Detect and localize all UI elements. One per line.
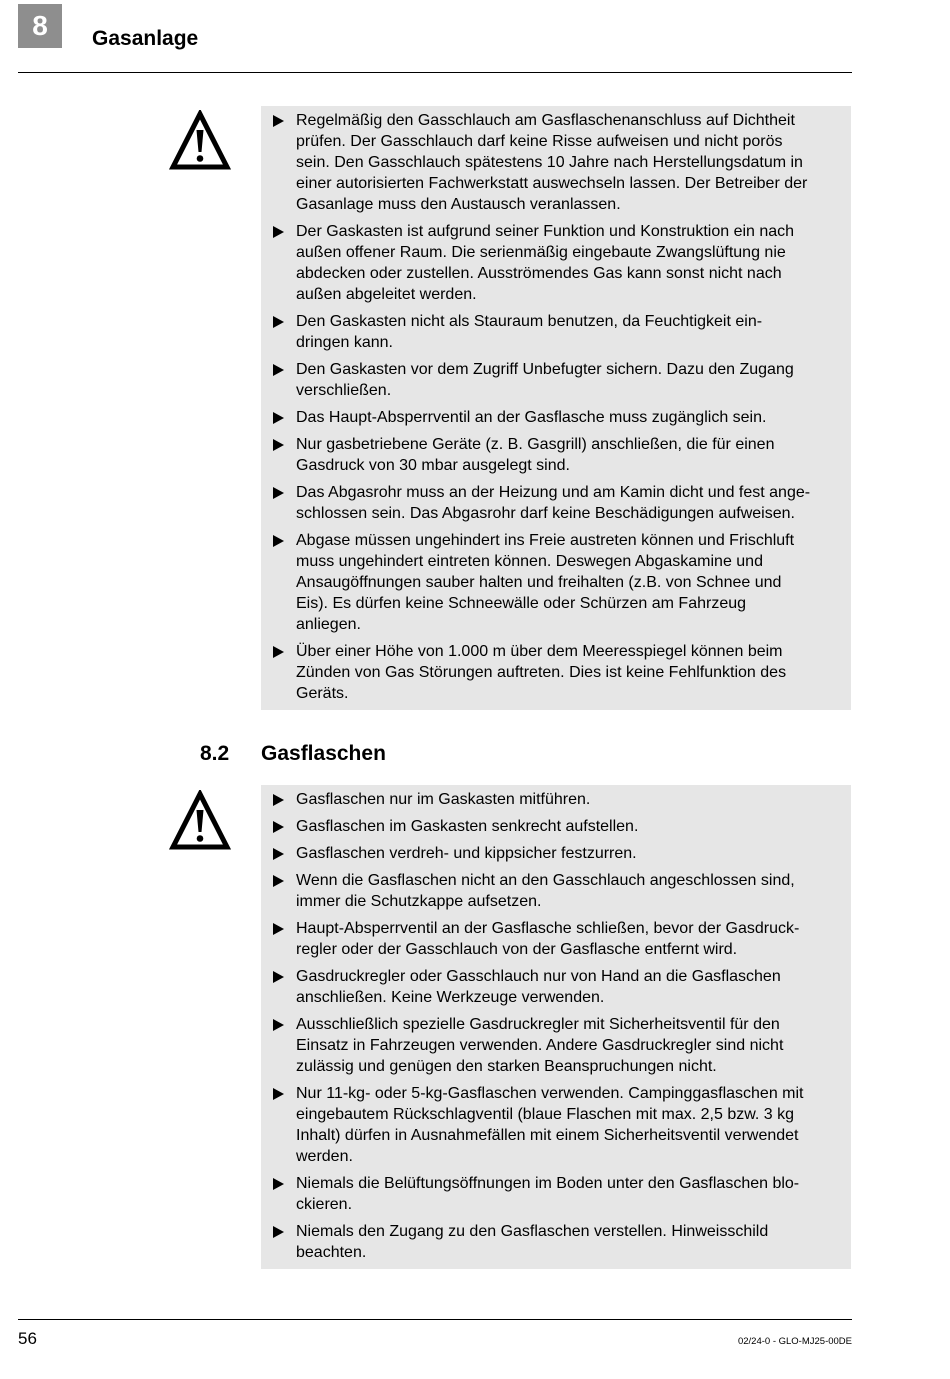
- list-item: [272, 1083, 843, 1167]
- list-item: [272, 1173, 843, 1215]
- bullet-arrow-icon: [273, 971, 284, 983]
- list-item-text: Gasdruckregler oder Gasschlauch nur von Hand an die Gasflaschen anschließen. Keine Werkzeuge verwenden.: [296, 968, 781, 1006]
- list-item: [272, 1221, 843, 1263]
- list-item: [272, 221, 843, 305]
- bullet-arrow-icon: [273, 875, 284, 887]
- list-item: [272, 311, 843, 353]
- section-title: Gasflaschen: [261, 742, 386, 765]
- footer-rule: [18, 1319, 852, 1320]
- list-item-text: Über einer Höhe von 1.000 m über dem Meeresspiegel können beim Zünden von Gas Störungen auftreten. Dies ist keine Fehlfunktion des Geräts.: [296, 643, 787, 702]
- list-item-text: Abgase müssen ungehindert ins Freie austreten können und Frischluft muss ungehindert eintreten können. Deswegen Abgaskamine und Ansaugöffnungen sauber halten und freihalten (z.B. von Schnee und Eis). Es dürfen keine Schneewälle oder Schürzen am Fahrzeug anliegen.: [296, 532, 795, 633]
- warning-panel-gas-system: [261, 106, 851, 710]
- section-number: 8.2: [200, 742, 230, 765]
- list-item: [272, 870, 843, 912]
- page-number: 56: [18, 1329, 37, 1348]
- bullet-arrow-icon: [273, 487, 284, 499]
- list-item: [272, 407, 843, 428]
- list-item: [272, 482, 843, 524]
- warning-panel-gas-bottles: [261, 785, 851, 1269]
- list-item-text: Nur gasbetriebene Geräte (z. B. Gasgrill) anschließen, die für einen Gasdruck von 30 mbar ausgelegt sind.: [296, 436, 775, 474]
- list-item-text: Wenn die Gasflaschen nicht an den Gasschlauch angeschlossen sind, immer die Schutzkappe aufsetzen.: [296, 872, 795, 910]
- list-item-text: Regelmäßig den Gasschlauch am Gasflaschenanschluss auf Dichtheit prüfen. Der Gasschlauch darf keine Risse aufweisen und nicht porös sein. Den Gasschlauch spätestens 10 Jahre nach Herstellungsdatum in einer autorisierten Fachwerkstatt auswechseln lassen. Der Betreiber der Gasanlage muss den Austausch veranlassen.: [296, 112, 808, 213]
- header-rule: [18, 72, 852, 73]
- list-item-text: Niemals die Belüftungsöffnungen im Boden unter den Gasflaschen blo- ckieren.: [296, 1175, 800, 1213]
- bullet-arrow-icon: [273, 115, 284, 127]
- warning-triangle-icon: [169, 110, 231, 170]
- list-item-text: Der Gaskasten ist aufgrund seiner Funktion und Konstruktion ein nach außen offener Raum. Die serienmäßig eingebaute Zwangslüftung nie abdecken oder zustellen. Ausströmendes Gas kann sonst nicht nach außen abgeleitet werden.: [296, 223, 795, 303]
- bullet-arrow-icon: [273, 316, 284, 328]
- list-item-text: Das Abgasrohr muss an der Heizung und am Kamin dicht und fest ange- schlossen sein. Das Abgasrohr darf keine Beschädigungen aufweisen.: [296, 484, 811, 522]
- bullet-arrow-icon: [273, 364, 284, 376]
- list-item-text: Ausschließlich spezielle Gasdruckregler mit Sicherheitsventil für den Einsatz in Fahrzeugen verwenden. Andere Gasdruckregler sind nicht zulässig und genügen den starken Beanspruchungen nicht.: [296, 1016, 784, 1075]
- list-item-text: Gasflaschen nur im Gaskasten mitführen.: [296, 791, 591, 808]
- bullet-arrow-icon: [273, 794, 284, 806]
- list-item-text: Nur 11-kg- oder 5-kg-Gasflaschen verwenden. Campinggasflaschen mit eingebautem Rückschlagventil (blaue Flaschen mit max. 2,5 bzw. 3 kg Inhalt) dürfen in Ausnahmefällen mit einem Sicherheitsventil verwendet werden.: [296, 1085, 804, 1165]
- bullet-arrow-icon: [273, 535, 284, 547]
- bullet-arrow-icon: [273, 1019, 284, 1031]
- list-item: [272, 918, 843, 960]
- bullet-arrow-icon: [273, 226, 284, 238]
- list-item-text: Den Gaskasten vor dem Zugriff Unbefugter sichern. Dazu den Zugang verschließen.: [296, 361, 794, 399]
- bullet-arrow-icon: [273, 1088, 284, 1100]
- bullet-arrow-icon: [273, 412, 284, 424]
- list-item: [272, 359, 843, 401]
- list-item: [272, 434, 843, 476]
- bullet-arrow-icon: [273, 821, 284, 833]
- list-item-text: Gasflaschen verdreh- und kippsicher festzurren.: [296, 845, 637, 862]
- chapter-number-box: 8: [18, 4, 62, 48]
- list-item: [272, 966, 843, 1008]
- bullet-arrow-icon: [273, 1226, 284, 1238]
- list-item: [272, 816, 843, 837]
- bullet-arrow-icon: [273, 923, 284, 935]
- bullet-arrow-icon: [273, 848, 284, 860]
- document-code: 02/24-0 - GLO-MJ25-00DE: [737, 1336, 852, 1347]
- chapter-title: Gasanlage: [92, 27, 199, 50]
- list-item: [272, 1014, 843, 1077]
- list-item-text: Haupt-Absperrventil an der Gasflasche schließen, bevor der Gasdruck- regler oder der Gasschlauch von der Gasflasche entfernt wird.: [296, 920, 800, 958]
- list-item-text: Das Haupt-Absperrventil an der Gasflasche muss zugänglich sein.: [296, 409, 767, 426]
- list-item-text: Den Gaskasten nicht als Stauraum benutzen, da Feuchtigkeit ein- dringen kann.: [296, 313, 763, 351]
- list-item: [272, 843, 843, 864]
- list-item-text: Gasflaschen im Gaskasten senkrecht aufstellen.: [296, 818, 639, 835]
- list-item-text: Niemals den Zugang zu den Gasflaschen verstellen. Hinweisschild beachten.: [296, 1223, 769, 1261]
- list-item: [272, 110, 843, 215]
- list-item: [272, 530, 843, 635]
- warning-triangle-icon: [169, 790, 231, 850]
- bullet-arrow-icon: [273, 1178, 284, 1190]
- list-item: [272, 641, 843, 704]
- list-item: [272, 789, 843, 810]
- bullet-arrow-icon: [273, 439, 284, 451]
- bullet-arrow-icon: [273, 646, 284, 658]
